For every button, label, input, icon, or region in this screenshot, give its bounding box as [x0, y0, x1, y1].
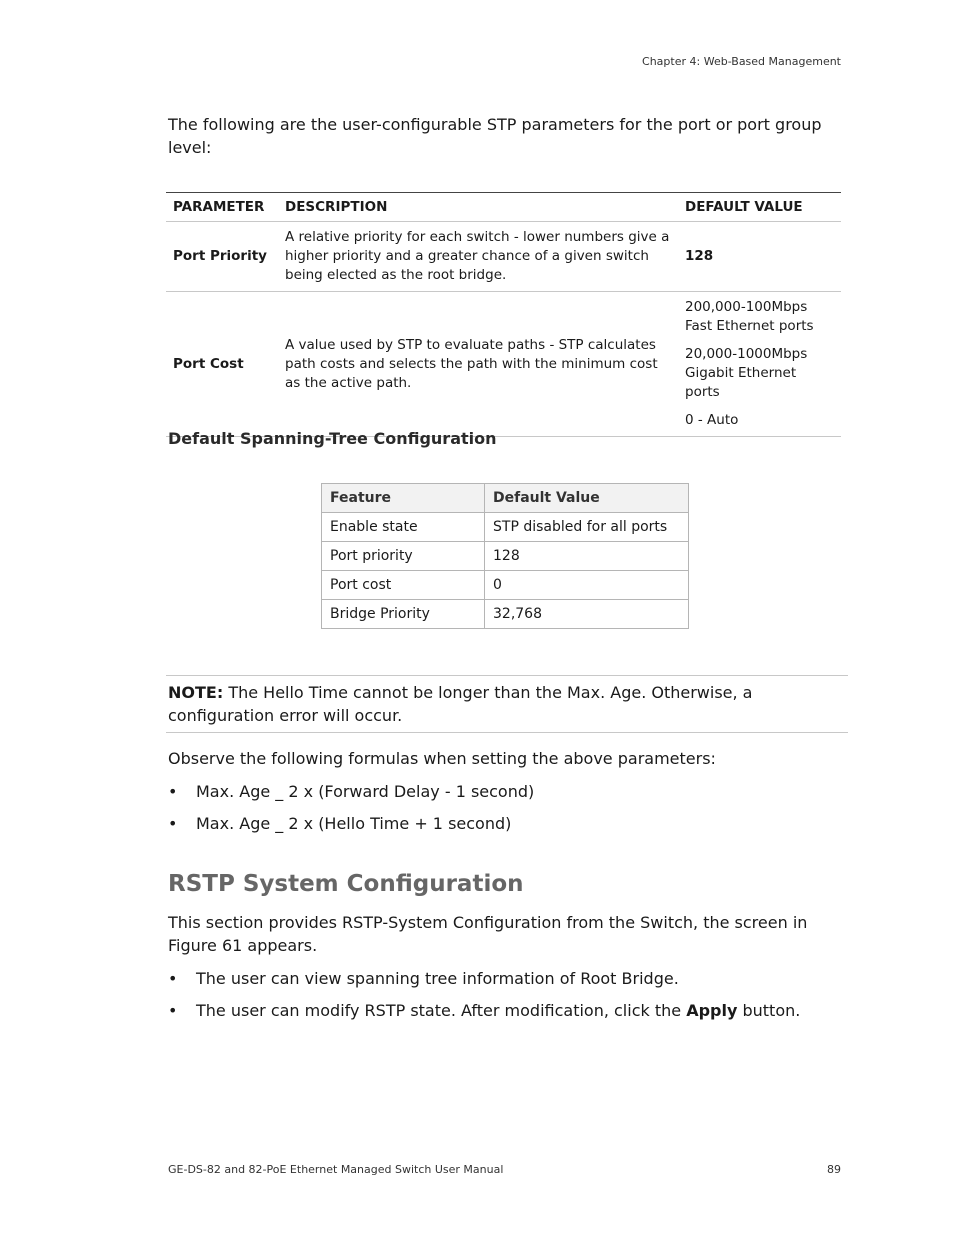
value-cell: STP disabled for all ports: [485, 513, 689, 542]
table-row: [322, 600, 689, 629]
value-cell: 0: [485, 571, 689, 600]
feature-cell: Bridge Priority: [322, 600, 485, 629]
list-item: [168, 812, 511, 835]
table-row: [322, 571, 689, 600]
parameter-description: A relative priority for each switch - lower numbers give a higher priority and a greater chance of a given switch being elected as the root bridge.: [278, 222, 678, 292]
column-header: DEFAULT VALUE: [678, 193, 841, 222]
list-item: [168, 999, 800, 1022]
bullet-text: The user can view spanning tree information of Root Bridge.: [196, 969, 679, 988]
formulas-intro: Observe the following formulas when setting the above parameters:: [168, 749, 716, 768]
parameter-name: Port Cost: [166, 292, 278, 437]
table-header-row: [322, 484, 689, 513]
page-number: 89: [827, 1163, 841, 1176]
bullet-text-part: The user can modify RSTP state. After modification, click the: [196, 1001, 687, 1020]
intro-paragraph: The following are the user-configurable STP parameters for the port or port group level:: [168, 115, 822, 157]
list-item: [168, 967, 679, 990]
feature-cell: Port priority: [322, 542, 485, 571]
default-stp-table: [321, 483, 689, 629]
bullet-text: [196, 999, 800, 1022]
section-intro: This section provides RSTP-System Configuration from the Switch, the screen in Figure 61 appears.: [168, 913, 808, 955]
bullet-icon: •: [168, 1001, 178, 1020]
value-cell: 128: [485, 542, 689, 571]
table-row: [166, 222, 841, 292]
table-row: [322, 513, 689, 542]
list-item: [168, 780, 534, 803]
apply-button-reference: Apply: [686, 1001, 738, 1020]
note-label: NOTE:: [168, 683, 224, 702]
note-text: The Hello Time cannot be longer than the Max. Age. Otherwise, a configuration error will occur.: [168, 683, 753, 725]
formula-text: Max. Age _ 2 x (Hello Time + 1 second): [196, 814, 512, 833]
table-row: [322, 542, 689, 571]
note-box: [166, 675, 848, 733]
feature-cell: Enable state: [322, 513, 485, 542]
subheading: Default Spanning-Tree Configuration: [168, 429, 497, 448]
bullet-icon: •: [168, 969, 178, 988]
default-value-line: 20,000-1000Mbps Gigabit Ethernet ports: [685, 346, 808, 400]
table-row: [166, 292, 841, 437]
footer-title: GE-DS-82 and 82-PoE Ethernet Managed Switch User Manual: [168, 1163, 504, 1176]
default-value-line: 0 - Auto: [685, 412, 739, 428]
section-heading: RSTP System Configuration: [168, 871, 524, 897]
parameter-default-list: [678, 292, 841, 437]
stp-parameter-table: [166, 192, 841, 437]
column-header: Feature: [322, 484, 485, 513]
value-cell: 32,768: [485, 600, 689, 629]
column-header: PARAMETER: [166, 193, 278, 222]
default-value-line: 200,000-100Mbps Fast Ethernet ports: [685, 299, 814, 334]
bullet-text-part: button.: [737, 1001, 801, 1020]
feature-cell: Port cost: [322, 571, 485, 600]
bullet-icon: •: [168, 814, 178, 833]
parameter-description: A value used by STP to evaluate paths - STP calculates path costs and selects the path with the minimum cost as the active path.: [278, 292, 678, 437]
parameter-default: 128: [678, 222, 841, 292]
column-header: DESCRIPTION: [278, 193, 678, 222]
parameter-name: Port Priority: [166, 222, 278, 292]
formula-text: Max. Age _ 2 x (Forward Delay - 1 second): [196, 782, 535, 801]
table-header-row: [166, 193, 841, 222]
running-header: Chapter 4: Web-Based Management: [642, 55, 841, 68]
bullet-icon: •: [168, 782, 178, 801]
column-header: Default Value: [485, 484, 689, 513]
